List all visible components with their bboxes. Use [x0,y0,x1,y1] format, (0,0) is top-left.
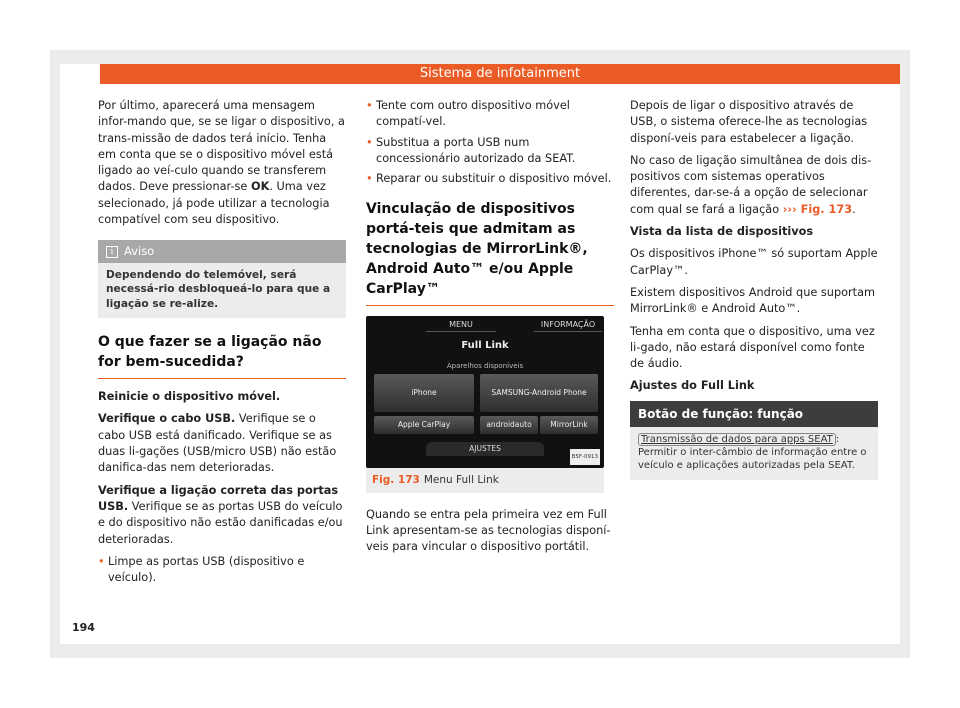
notice-header [98,240,346,262]
section-heading: Vinculação de dispositivos portá-teis que admitam as tecnologias de MirrorLink®, Android Auto™ e/ou Apple CarPlay™ [366,199,614,306]
list-item: • Substitua a porta USB num concessionário autorizado da SEAT. [366,135,576,165]
function-table [630,401,878,480]
iphone-button[interactable]: iPhone [374,374,474,412]
notice-title: Aviso [124,244,155,259]
figure-reference-link[interactable]: ››› Fig. 173 [782,202,853,216]
list-item: • Limpe as portas USB (dispositivo e veículo). [98,554,305,585]
paragraph: Verifique o cabo USB. Verifique se o cabo USB está danificado. Verifique se as duas li-gações (USB/micro USB) não estão danifica-das nem deterioradas. [98,412,337,475]
paragraph: No caso de ligação simultânea de dois dis-positivos com sistemas operativos diferentes, dar-se-á a opção de selecionar com qual se fará a ligação ››› Fig. 173. [630,153,872,216]
paragraph: Existem dispositivos Android que suportam MirrorLink® e Android Auto™. [630,285,876,316]
screen-title: Full Link [461,340,509,352]
paragraph: Quando se entra pela primeira vez em Full Link apresentam-se as tecnologias disponí-veis para vincular o dispositivo portátil. [366,507,611,554]
data-transmission-button[interactable]: Transmissão de dados para apps SEAT [638,433,836,446]
page-number: 194 [72,621,95,634]
figure-caption: Fig. 173 Menu Full Link [372,474,499,487]
page-frame [50,50,910,658]
section-header: Sistema de infotainment [100,64,900,84]
function-table-row: Transmissão de dados para apps SEAT : Permitir o inter-câmbio de informação entre o veículo e aplicações autorizadas pela SEAT. [638,434,867,472]
androidauto-button[interactable]: androidauto [480,416,538,434]
notice-box [98,240,346,318]
infotainment-screen [366,316,604,468]
settings-button[interactable]: AJUSTES [426,442,544,456]
paragraph: Os dispositivos iPhone™ só suportam Apple CarPlay™. [630,247,878,277]
info-icon: i [106,246,118,258]
tab-menu[interactable]: MENU [426,318,496,332]
figure-code: B5F-0913 [570,449,600,465]
column-right [630,98,878,480]
manual-page [60,64,900,644]
column-middle [366,98,614,562]
section-heading: O que fazer se a ligação não for bem-sucedida? [98,332,346,379]
samsung-button[interactable]: SAMSUNG-Android Phone [480,374,598,412]
column-left [98,98,346,590]
paragraph: Depois de ligar o dispositivo através de USB, o sistema oferece-lhe as tecnologias disponí-veis para estabelecer a ligação. [630,99,868,145]
tab-info[interactable]: INFORMAÇÃO [534,318,602,332]
notice-text: Dependendo do telemóvel, será necessá-rio desbloqueá-lo para que a ligação se re-alize. [106,268,331,310]
list-item: • Tente com outro dispositivo móvel compatí-vel. [366,99,570,129]
subheading: Vista da lista de dispositivos [630,225,814,239]
paragraph: Tenha em conta que o dispositivo, uma vez li-gado, não estará disponível como fonte de áudio. [630,324,875,371]
paragraph: Por último, aparecerá uma mensagem infor-mando que, se se ligar o dispositivo, a trans-missão de dados terá início. Tenha em conta que se o dispositivo móvel está ligado ao veí-culo quando se transferem dados. Deve pressionar-se OK. Uma vez selecionado, já pode utilizar a tecnologia compatível com seu dispositivo. [98,99,345,227]
carplay-button[interactable]: Apple CarPlay [374,416,474,434]
figure [366,316,604,492]
list-item: • Reparar ou substituir o dispositivo móvel. [366,172,612,186]
screen-subtitle: Aparelhos disponíveis [446,362,524,371]
function-table-header: Botão de função: função [630,401,878,427]
subheading: Ajustes do Full Link [630,379,755,393]
paragraph: Verifique a ligação correta das portas USB. Verifique se as portas USB do veículo e do dispositivo não estão danificadas e/ou deterioradas. [98,483,343,546]
paragraph: Reinicie o dispositivo móvel. [98,390,281,404]
mirrorlink-button[interactable]: MirrorLink [540,416,598,434]
